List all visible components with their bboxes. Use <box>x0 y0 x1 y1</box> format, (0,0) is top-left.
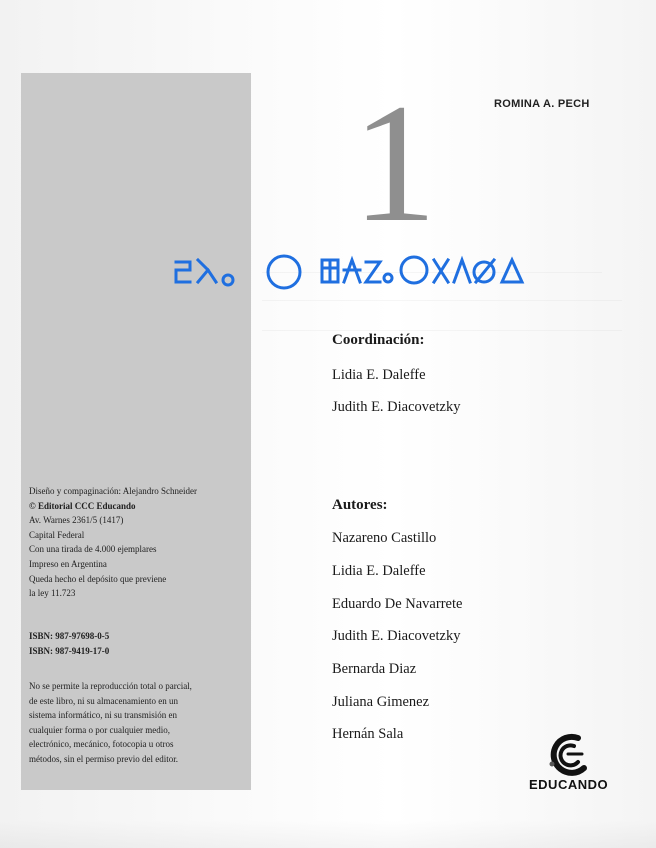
author-name: Eduardo De Navarrete <box>332 596 463 612</box>
author-name: Hernán Sala <box>332 726 404 742</box>
coordination-heading: Coordinación: <box>332 332 425 348</box>
author-name: Bernarda Diaz <box>332 661 417 677</box>
isbn-line: ISBN: 987-9419-17-0 <box>29 645 110 656</box>
author-name: Nazareno Castillo <box>332 530 437 546</box>
notice-line: No se permite la reproducción total o parcial, <box>29 681 192 691</box>
notice-line: electrónico, mecánico, fotocopia u otros <box>29 739 174 750</box>
notice-line: métodos, sin el permiso previo del editor. <box>29 753 178 764</box>
copyright-notice <box>29 679 244 767</box>
imprint-line: © Editorial CCC Educando <box>29 500 136 511</box>
coordinator-name: Judith E. Diacovetzky <box>332 399 461 415</box>
publisher-logo-text: EDUCANDO <box>529 777 609 792</box>
imprint-line: Capital Federal <box>29 529 85 540</box>
imprint-line: Queda hecho el depósito que previene <box>29 573 167 584</box>
imprint-line: Av. Warnes 2361/5 (1417) <box>29 515 124 526</box>
bleed-through-line <box>262 300 622 307</box>
isbn-block <box>29 629 244 658</box>
imprint-line: la ley 11.723 <box>29 588 76 599</box>
imprint-line: Impreso en Argentina <box>29 558 107 569</box>
notice-line: cualquier forma o por cualquier medio, <box>29 724 170 735</box>
coordinator-name: Lidia E. Daleffe <box>332 367 426 383</box>
imprint-line: Con una tirada de 4.000 ejemplares <box>29 544 157 555</box>
author-name: Juliana Gimenez <box>332 694 430 710</box>
author-name: Judith E. Diacovetzky <box>332 628 461 644</box>
isbn-line: ISBN: 987-97698-0-5 <box>29 631 110 641</box>
author-name: Lidia E. Daleffe <box>332 563 426 579</box>
authors-heading: Autores: <box>332 497 388 513</box>
page-bottom-edge <box>0 820 656 848</box>
bleed-through-line <box>262 330 622 337</box>
cover-author: ROMINA A. PECH <box>494 98 590 110</box>
notice-line: de este libro, ni su almacenamiento en un <box>29 695 178 706</box>
title-logo-graphic <box>172 248 542 294</box>
imprint-credits <box>29 484 244 601</box>
imprint-line: Diseño y compaginación: Alejandro Schneider <box>29 486 197 496</box>
chapter-number: 1 <box>352 69 437 257</box>
notice-line: sistema informático, ni su transmisión en <box>29 710 177 721</box>
